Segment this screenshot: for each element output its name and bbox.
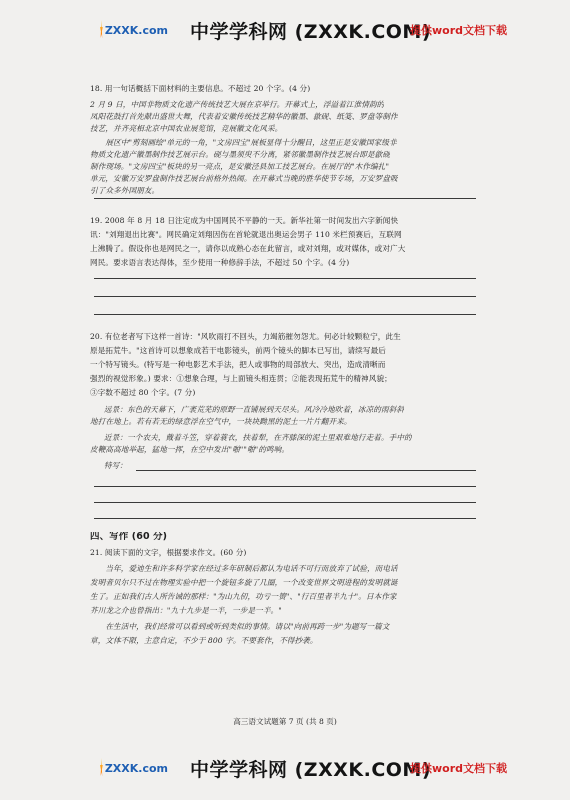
- q18-line: 制作现场。"文房四宝"板块的另一亮点，是安徽泾县加工技艺展台。在展厅的"木作编扎": [90, 162, 390, 171]
- q20-line: 20. 有位老者写下这样一首诗："风吹雨打不回头，力竭筋摧勿怨尤。何必计较颗粒宁，此生: [90, 332, 401, 341]
- top-banner: [0, 0, 570, 60]
- brand-title: 中学学科网 (ZXXK.COM): [190, 20, 432, 43]
- star-logo-icon: [100, 20, 103, 40]
- closeup-label: 特写：: [104, 461, 128, 470]
- q21-line: 在生活中，我们经常可以看到或听到类似的事情。请以"向前再跨一步"为题写一篇文: [90, 622, 390, 631]
- q20-example-line: 皮鞭高高地举起，猛地一挥，在空中发出"啪""啪"的鸣响。: [90, 445, 290, 454]
- q20-line: 一个特写镜头。(特写是一种电影艺术手法，把人或事物的局部放大、突出，造成清晰而: [90, 360, 386, 369]
- answer-line[interactable]: [94, 296, 476, 297]
- q21-title: 21. 阅读下面的文字，根据要求作文。(60 分): [90, 548, 247, 557]
- q18-line: 展区中"剪刻画绘"单元的一角，"文房四宝"展板显得十分醒目，这里正是安徽国家级非: [90, 138, 397, 147]
- answer-line[interactable]: [94, 486, 476, 487]
- q18-line: 单元，安徽万安罗盘制作技艺展台前格外热闹。在开幕式当晚的胜华使节专场，万安罗盘吸: [90, 174, 398, 183]
- zxxk-logo[interactable]: [100, 17, 168, 43]
- writing-section-title: 四、写作 (60 分): [90, 532, 168, 542]
- bottom-banner: [0, 738, 570, 798]
- word-download-link[interactable]: 提供word文档下载: [410, 762, 508, 775]
- q18-line: 技艺，并齐亮相北京中国农业展览馆，竞展徽文化风采。: [90, 124, 283, 133]
- q21-line: 发明者贝尔只不过在物理实验中把一个旋钮多旋了几圈，一个改变世界文明进程的发明就诞: [90, 578, 398, 587]
- answer-line[interactable]: [94, 518, 476, 519]
- zxxk-logo[interactable]: [100, 755, 168, 781]
- logo-text: ZXXK.com: [104, 23, 168, 37]
- logo-text: ZXXK.com: [104, 761, 168, 775]
- star-logo-icon: [100, 758, 103, 778]
- q18-line: 物质文化遗产徽墨制作技艺展示台。砚与墨须臾不分离，紧邻徽墨制作技艺展台即是歙砚: [90, 150, 391, 159]
- q20-line: ③字数不超过 80 个字。(7 分): [90, 388, 196, 397]
- q20-example-line: 地打在地上。若有若无的绿意浮在空气中，一块块黝黑的泥土一片片翻开来。: [90, 417, 352, 426]
- page-number-footer: 高三语文试题第 7 页 (共 8 页): [233, 717, 337, 726]
- q20-example-line: 近景：一个农夫，戴着斗笠，穿着蓑衣，扶着犁，在齐膝深的泥土里艰难地行走着。手中的: [104, 433, 412, 442]
- q21-line: 生了。正如我们古人所告诫的那样："为山九仞，功亏一篑"、"行百里者半九十"。日本作家: [90, 592, 397, 601]
- answer-line[interactable]: [94, 314, 476, 315]
- word-download-link[interactable]: 提供word文档下载: [410, 24, 508, 37]
- answer-line[interactable]: [94, 198, 476, 199]
- q20-line: 强烈的视觉形象。) 要求：①想象合理，与上面镜头相连贯；②能表现拓荒牛的精神风貌；: [90, 374, 392, 383]
- q19-line: 上沸腾了。假设你也是网民之一，请你以成熟心态在此留言，或对刘翔，或对媒体，或对广大: [90, 244, 406, 253]
- q20-line: 原是拓荒牛。"这首诗可以想象成若干电影镜头，前两个镜头的脚本已写出，请续写最后: [90, 346, 386, 355]
- q19-line: 19. 2008 年 8 月 18 日注定成为中国网民不平静的一天。新华社第一时间发出六字新闻快: [90, 216, 399, 225]
- brand-title: 中学学科网 (ZXXK.COM): [190, 758, 432, 781]
- q18-title: 18. 用一句话概括下面材料的主要信息。不超过 20 个字。(4 分): [90, 84, 311, 93]
- answer-line[interactable]: [94, 502, 476, 503]
- q19-line: 网民。要求语言表达得体，至少使用一种修辞手法，不超过 50 个字。(4 分): [90, 258, 350, 267]
- q19-line: 讯："刘翔退出比赛"。网民确定刘翔因伤在首轮就退出奥运会男子 110 米栏预赛后，互联网: [90, 230, 402, 239]
- q20-example-line: 远景：东色的天幕下，广袤荒芜的原野一直铺展到天尽头。风冷冷地吹着，冰凉的雨斜斜: [104, 405, 405, 414]
- q21-line: 当年，爱迪生和许多科学家在经过多年研制后都认为电话不可行而放弃了试验，而电话: [90, 564, 398, 573]
- q21-line: 章，文体不限，主意自定，不少于 800 字。不要套作，不得抄袭。: [90, 636, 318, 645]
- q18-line: 凤阳花鼓打首先献出盛世大舞，代表着安徽传统技艺精华的徽墨、歙砚、纸笺、罗盘等制作: [90, 112, 398, 121]
- answer-line[interactable]: [136, 470, 476, 471]
- q18-line: 2 月 9 日，中国非物质文化遗产传统技艺大展在京举行。开幕式上，浮溢着江淮情韵的: [90, 100, 385, 109]
- answer-line[interactable]: [94, 278, 476, 279]
- q21-line: 芥川龙之介也曾指出："九十九步是一半，一步是一半。": [90, 606, 282, 615]
- q18-line: 引了众多外国朋友。: [90, 186, 160, 195]
